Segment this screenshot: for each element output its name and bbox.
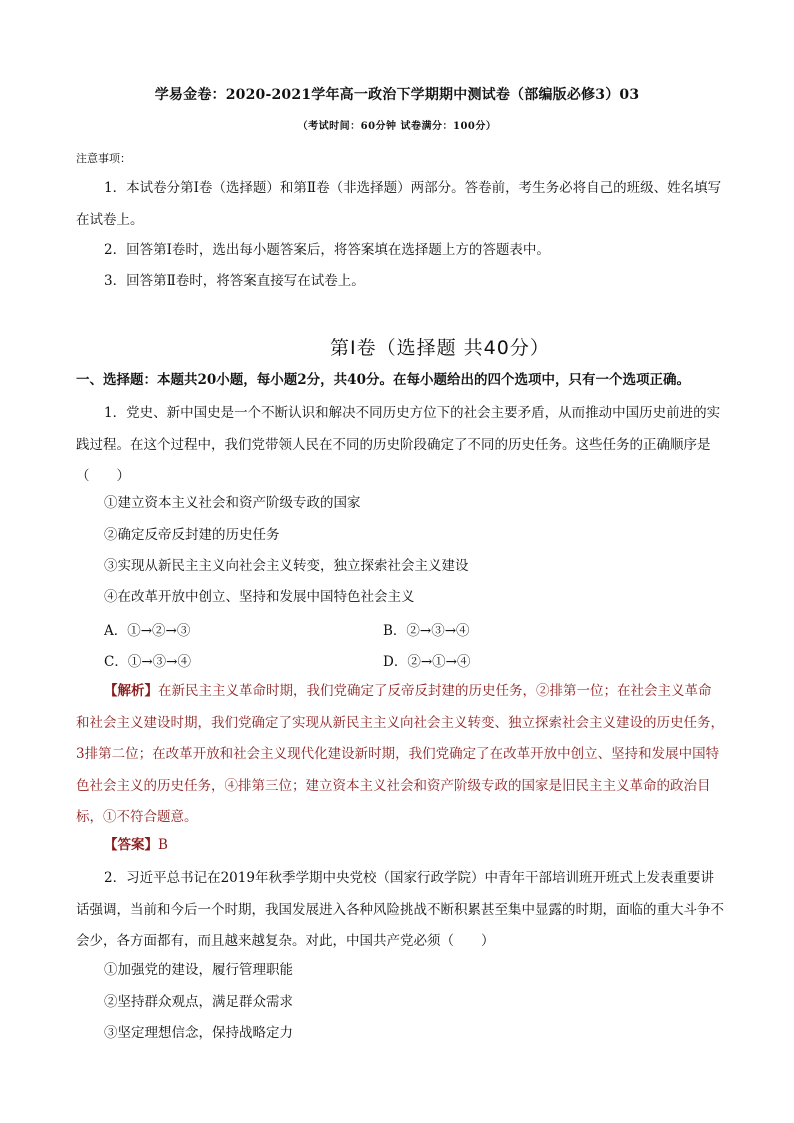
note-item-2: 2．回答第Ⅰ卷时，选出每小题答案后，将答案填在选择题上方的答题表中。 [104, 242, 550, 258]
q1-answer [104, 833, 168, 853]
answer-value: B [158, 837, 168, 853]
q1-option-d: D．②→①→④ [383, 654, 471, 670]
q1-statement-3: ③实现从新民主主义向社会主义转变，独立探索社会主义建设 [104, 558, 469, 574]
q1-option-b: B．②→③→④ [383, 623, 470, 639]
note-item-3: 3．回答第Ⅱ卷时，将答案直接写在试卷上。 [104, 273, 365, 289]
analysis-label: 【解析】 [104, 683, 158, 699]
q1-statement-2: ②确定反帝反封建的历史任务 [104, 527, 280, 543]
section-heading: 第Ⅰ卷（选择题 共40分） [330, 337, 550, 359]
note-item-1: 1．本试卷分第Ⅰ卷（选择题）和第Ⅱ卷（非选择题）两部分。答卷前，考生务必将自己的班级、姓名填写在试卷上。 [76, 180, 722, 228]
question-1-stem: 1．党史、新中国史是一个不断认识和解决不同历史方位下的社会主要矛盾，从而推动中国历史前进的实践过程。在这个过程中，我们党带领人民在不同的历史阶段确定了不同的历史任务。这些任务的正确顺序是（ ） [76, 405, 721, 484]
answer-label: 【答案】 [104, 837, 158, 853]
analysis-text: 在新民主主义革命时期，我们党确定了反帝反封建的历史任务，②排第一位；在社会主义革命和社会主义建设时期，我们党确定了实现从新民主主义向社会主义转变、独立探索社会主义建设的历史任务，3排第二位；在改革开放和社会主义现代化建设新时期，我们党确定了在改革开放中创立、坚持和发展中国特色社会主义的历史任务，④排第三位；建立资本主义社会和资产阶级专政的国家是旧民主主义革命的政治目标，①不符合题意。 [76, 683, 724, 825]
q1-option-c: C．①→③→④ [104, 654, 191, 670]
q2-statement-2: ②坚持群众观点，满足群众需求 [104, 994, 293, 1010]
exam-info: （考试时间：60分钟 试卷满分：100分） [297, 121, 497, 132]
q1-statement-4: ④在改革开放中创立、坚持和发展中国特色社会主义 [104, 589, 415, 605]
question-2-stem: 2．习近平总书记在2019年秋季学期中央党校（国家行政学院）中青年干部培训班开班式上发表重要讲话强调，当前和今后一个时期，我国发展进入各种风险挑战不断积累甚至集中显露的时期，面临的重大斗争不会少，各方面都有，而且越来越复杂。对此，中国共产党必须（ ） [76, 870, 724, 949]
q1-option-a: A．①→②→③ [104, 623, 191, 639]
page-title: 学易金卷：2020-2021学年高一政治下学期期中测试卷（部编版必修3）03 [154, 87, 640, 103]
q1-analysis [76, 676, 724, 834]
q1-statement-1: ①建立资本主义社会和资产阶级专政的国家 [104, 495, 361, 511]
q2-statement-1: ①加强党的建设，履行管理职能 [104, 962, 293, 978]
section-instructions: 一、选择题：本题共20小题，每小题2分，共40分。在每小题给出的四个选项中，只有一个选项正确。 [76, 372, 690, 388]
q2-statement-3: ③坚定理想信念，保持战略定力 [104, 1025, 293, 1041]
notes-label: 注意事项： [76, 152, 131, 165]
